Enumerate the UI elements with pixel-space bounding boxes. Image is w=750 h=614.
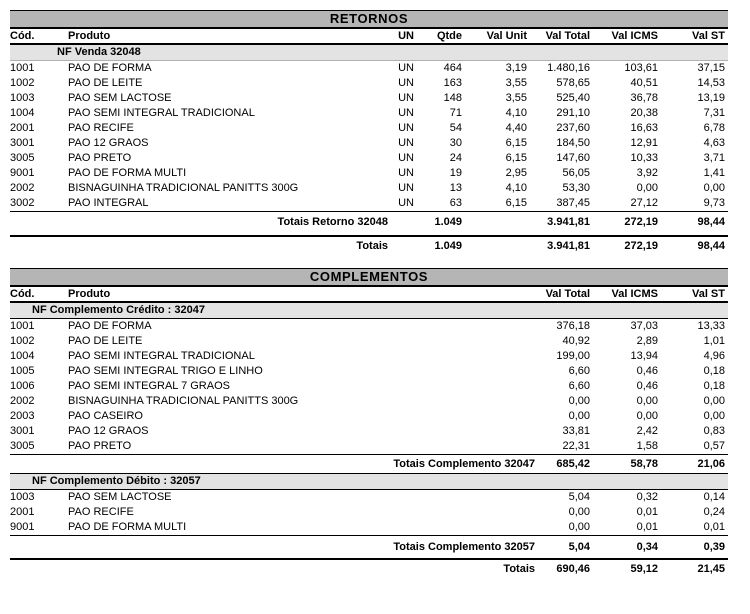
nf-complemento-credito-label: NF Complemento Crédito : 32047 [32, 304, 205, 316]
grand-total-qtde: 1.049 [434, 240, 462, 252]
cell-val-st: 13,33 [697, 320, 725, 332]
cell-val-icms: 12,91 [630, 137, 658, 149]
cell-val-icms: 0,46 [636, 365, 658, 377]
cell-val-total: 56,05 [562, 167, 590, 179]
cell-val-total: 0,00 [568, 395, 590, 407]
cell-cod: 3001 [10, 137, 35, 149]
cell-val-unit: 4,10 [505, 182, 527, 194]
retornos-column-header-row [10, 29, 728, 45]
table-row [10, 505, 728, 520]
cell-val-st: 4,63 [703, 137, 725, 149]
table-row [10, 349, 728, 364]
cell-produto: PAO PRETO [68, 152, 132, 164]
col-header-val-icms: Val ICMS [611, 30, 658, 42]
complementos-title-band [10, 268, 728, 287]
col-header-val-icms: Val ICMS [611, 288, 658, 300]
grand-total-label: Totais [356, 240, 388, 252]
complementos-title: COMPLEMENTOS [309, 269, 429, 284]
cell-val-unit: 4,40 [505, 122, 527, 134]
debito-total-row [10, 535, 728, 560]
retornos-rows [10, 61, 728, 211]
cell-produto: PAO SEM LACTOSE [68, 491, 172, 503]
section-divider-gap [10, 256, 750, 268]
cell-val-st: 4,96 [703, 350, 725, 362]
cell-val-unit: 3,55 [505, 92, 527, 104]
cell-produto: PAO 12 GRAOS [68, 425, 149, 437]
cell-val-icms: 37,03 [630, 320, 658, 332]
cell-val-total: 0,00 [568, 506, 590, 518]
col-header-cod: Cód. [10, 288, 35, 300]
cell-val-icms: 10,33 [630, 152, 658, 164]
table-row [10, 76, 728, 91]
cell-val-total: 6,60 [568, 365, 590, 377]
col-header-val-st: Val ST [691, 288, 725, 300]
cell-val-st: 3,71 [703, 152, 725, 164]
table-row [10, 394, 728, 409]
table-row [10, 319, 728, 334]
cell-val-icms: 2,89 [636, 335, 658, 347]
cell-val-icms: 0,00 [636, 182, 658, 194]
cell-un: UN [398, 197, 414, 209]
cell-val-total: 184,50 [556, 137, 590, 149]
cell-val-st: 0,00 [703, 395, 725, 407]
comp-grand-total-val-icms: 59,12 [630, 563, 658, 575]
cell-un: UN [398, 152, 414, 164]
cell-val-st: 0,18 [703, 380, 725, 392]
grand-total-spacer [462, 241, 527, 256]
table-row [10, 106, 728, 121]
cell-produto: PAO PRETO [68, 440, 132, 452]
cell-produto: PAO SEM LACTOSE [68, 92, 172, 104]
cell-un: UN [398, 62, 414, 74]
table-row [10, 91, 728, 106]
cell-cod: 1002 [10, 77, 35, 89]
cell-val-st: 0,00 [703, 410, 725, 422]
table-row [10, 364, 728, 379]
table-row [10, 520, 728, 535]
cell-val-icms: 0,00 [636, 395, 658, 407]
cell-produto: PAO DE FORMA [68, 62, 152, 74]
cell-cod: 2002 [10, 182, 35, 194]
cell-val-icms: 0,46 [636, 380, 658, 392]
cell-val-icms: 0,01 [636, 521, 658, 533]
cell-qtde: 30 [449, 137, 462, 149]
cell-val-icms: 40,51 [630, 77, 658, 89]
table-row [10, 409, 728, 424]
cell-un: UN [398, 122, 414, 134]
cell-val-total: 387,45 [556, 197, 590, 209]
cell-val-total: 22,31 [562, 440, 590, 452]
nf-venda-group-header-label: NF Venda 32048 [57, 46, 141, 58]
cell-val-icms: 103,61 [624, 62, 658, 74]
cell-cod: 1004 [10, 107, 35, 119]
cell-val-icms: 13,94 [630, 350, 658, 362]
cell-qtde: 63 [449, 197, 462, 209]
group-total-qtde: 1.049 [434, 216, 462, 228]
complementos-section [10, 268, 728, 578]
cell-val-total: 199,00 [556, 350, 590, 362]
cell-val-st: 0,00 [703, 182, 725, 194]
cell-val-st: 37,15 [697, 62, 725, 74]
cell-val-icms: 16,63 [630, 122, 658, 134]
cell-val-st: 14,53 [697, 77, 725, 89]
cell-val-icms: 1,58 [636, 440, 658, 452]
cell-val-st: 0,83 [703, 425, 725, 437]
group-total-label: Totais Retorno 32048 [277, 216, 388, 228]
cell-val-total: 376,18 [556, 320, 590, 332]
table-row [10, 166, 728, 181]
col-header-val-st: Val ST [691, 30, 725, 42]
cell-val-st: 0,01 [703, 521, 725, 533]
cell-val-total: 1.480,16 [547, 62, 590, 74]
cell-val-unit: 2,95 [505, 167, 527, 179]
cell-produto: PAO DE LEITE [68, 335, 143, 347]
complementos-grand-total-row [10, 560, 728, 578]
comp-grand-total-val-st: 21,45 [697, 563, 725, 575]
cell-val-unit: 6,15 [505, 137, 527, 149]
nf-complemento-debito-label: NF Complemento Débito : 32057 [32, 475, 201, 487]
cell-qtde: 19 [449, 167, 462, 179]
comp-grand-total-val-total: 690,46 [556, 563, 590, 575]
cell-cod: 2001 [10, 122, 35, 134]
cell-produto: PAO DE FORMA [68, 320, 152, 332]
grand-total-val-total: 3.941,81 [547, 240, 590, 252]
group-total-val-total: 3.941,81 [547, 216, 590, 228]
cell-val-total: 33,81 [562, 425, 590, 437]
cell-val-unit: 6,15 [505, 197, 527, 209]
table-row [10, 439, 728, 454]
cell-cod: 1003 [10, 491, 35, 503]
cell-cod: 1002 [10, 335, 35, 347]
cell-produto: PAO DE FORMA MULTI [68, 167, 187, 179]
cell-un: UN [398, 182, 414, 194]
col-header-cod: Cód. [10, 30, 35, 42]
col-header-produto: Produto [68, 30, 111, 42]
cell-qtde: 148 [443, 92, 462, 104]
cell-produto: PAO RECIFE [68, 122, 134, 134]
cell-val-st: 9,73 [703, 197, 725, 209]
cell-val-total: 40,92 [562, 335, 590, 347]
cell-val-icms: 0,01 [636, 506, 658, 518]
credito-total-label: Totais Complemento 32047 [393, 458, 535, 470]
nf-complemento-debito-header [10, 473, 728, 490]
table-row [10, 490, 728, 505]
cell-produto: BISNAGUINHA TRADICIONAL PANITTS 300G [68, 182, 299, 194]
cell-val-st: 0,24 [703, 506, 725, 518]
nf-venda-group-header [10, 45, 728, 61]
credito-total-val-total: 685,42 [556, 458, 590, 470]
debito-total-label: Totais Complemento 32057 [393, 541, 535, 553]
cell-val-total: 0,00 [568, 410, 590, 422]
credito-total-row [10, 454, 728, 473]
cell-cod: 3005 [10, 440, 35, 452]
cell-cod: 1001 [10, 320, 35, 332]
cell-val-unit: 3,55 [505, 77, 527, 89]
group-total-val-st: 98,44 [697, 216, 725, 228]
cell-cod: 3005 [10, 152, 35, 164]
cell-cod: 1004 [10, 350, 35, 362]
col-header-un: UN [398, 30, 414, 42]
cell-cod: 9001 [10, 167, 35, 179]
cell-produto: PAO SEMI INTEGRAL TRADICIONAL [68, 350, 255, 362]
col-header-val-unit: Val Unit [486, 30, 527, 42]
credito-total-val-st: 21,06 [697, 458, 725, 470]
table-row [10, 181, 728, 196]
cell-cod: 1003 [10, 92, 35, 104]
retornos-grand-total-row [10, 237, 728, 256]
col-header-qtde: Qtde [436, 30, 462, 42]
cell-val-st: 1,41 [703, 167, 725, 179]
col-header-val-total: Val Total [545, 288, 590, 300]
cell-val-total: 0,00 [568, 521, 590, 533]
cell-val-total: 237,60 [556, 122, 590, 134]
table-row [10, 334, 728, 349]
table-row [10, 379, 728, 394]
retornos-group-total-row [10, 211, 728, 237]
cell-val-icms: 0,32 [636, 491, 658, 503]
table-row [10, 151, 728, 166]
cell-cod: 3001 [10, 425, 35, 437]
cell-val-st: 0,18 [703, 365, 725, 377]
cell-un: UN [398, 92, 414, 104]
cell-val-st: 13,19 [697, 92, 725, 104]
cell-produto: PAO DE FORMA MULTI [68, 521, 187, 533]
table-row [10, 196, 728, 211]
col-header-produto: Produto [68, 288, 111, 300]
cell-un: UN [398, 77, 414, 89]
cell-cod: 3002 [10, 197, 35, 209]
grand-total-val-icms: 272,19 [624, 240, 658, 252]
cell-qtde: 13 [449, 182, 462, 194]
cell-cod: 2001 [10, 506, 35, 518]
cell-qtde: 464 [443, 62, 462, 74]
cell-produto: PAO RECIFE [68, 506, 134, 518]
retornos-section [10, 10, 728, 256]
cell-val-unit: 3,19 [505, 62, 527, 74]
comp-grand-total-label: Totais [503, 563, 535, 575]
cell-val-total: 291,10 [556, 107, 590, 119]
cell-produto: PAO 12 GRAOS [68, 137, 149, 149]
debito-total-val-total: 5,04 [568, 541, 590, 553]
cell-cod: 1006 [10, 380, 35, 392]
cell-produto: PAO CASEIRO [68, 410, 143, 422]
group-total-spacer [462, 217, 527, 235]
cell-produto: PAO SEMI INTEGRAL TRIGO E LINHO [68, 365, 263, 377]
cell-val-icms: 3,92 [636, 167, 658, 179]
cell-val-total: 53,30 [562, 182, 590, 194]
cell-val-total: 6,60 [568, 380, 590, 392]
cell-val-icms: 27,12 [630, 197, 658, 209]
table-row [10, 121, 728, 136]
retornos-title-band [10, 10, 728, 29]
cell-cod: 1005 [10, 365, 35, 377]
col-header-val-total: Val Total [545, 30, 590, 42]
cell-produto: PAO SEMI INTEGRAL 7 GRAOS [68, 380, 230, 392]
cell-val-unit: 4,10 [505, 107, 527, 119]
grand-total-val-st: 98,44 [697, 240, 725, 252]
cell-val-icms: 0,00 [636, 410, 658, 422]
cell-val-st: 0,57 [703, 440, 725, 452]
cell-qtde: 163 [443, 77, 462, 89]
cell-val-unit: 6,15 [505, 152, 527, 164]
cell-val-st: 0,14 [703, 491, 725, 503]
cell-produto: PAO SEMI INTEGRAL TRADICIONAL [68, 107, 255, 119]
cell-un: UN [398, 107, 414, 119]
cell-val-icms: 36,78 [630, 92, 658, 104]
credito-rows [10, 319, 728, 454]
group-total-val-icms: 272,19 [624, 216, 658, 228]
cell-un: UN [398, 137, 414, 149]
cell-val-total: 5,04 [568, 491, 590, 503]
debito-total-val-st: 0,39 [703, 541, 725, 553]
debito-total-val-icms: 0,34 [636, 541, 658, 553]
cell-un: UN [398, 167, 414, 179]
credito-total-val-icms: 58,78 [630, 458, 658, 470]
cell-val-total: 525,40 [556, 92, 590, 104]
cell-cod: 2002 [10, 395, 35, 407]
cell-qtde: 71 [449, 107, 462, 119]
complementos-column-header-row [10, 287, 728, 303]
table-row [10, 136, 728, 151]
cell-cod: 2003 [10, 410, 35, 422]
cell-val-icms: 2,42 [636, 425, 658, 437]
cell-cod: 1001 [10, 62, 35, 74]
cell-qtde: 54 [449, 122, 462, 134]
table-row [10, 424, 728, 439]
cell-val-total: 147,60 [556, 152, 590, 164]
cell-val-st: 6,78 [703, 122, 725, 134]
debito-rows [10, 490, 728, 535]
cell-qtde: 24 [449, 152, 462, 164]
cell-produto: BISNAGUINHA TRADICIONAL PANITTS 300G [68, 395, 299, 407]
cell-val-st: 7,31 [703, 107, 725, 119]
cell-val-icms: 20,38 [630, 107, 658, 119]
cell-val-st: 1,01 [703, 335, 725, 347]
cell-produto: PAO DE LEITE [68, 77, 143, 89]
nf-complemento-credito-header [10, 303, 728, 319]
table-row [10, 61, 728, 76]
retornos-title: RETORNOS [329, 11, 409, 26]
cell-val-total: 578,65 [556, 77, 590, 89]
cell-cod: 9001 [10, 521, 35, 533]
cell-produto: PAO INTEGRAL [68, 197, 149, 209]
